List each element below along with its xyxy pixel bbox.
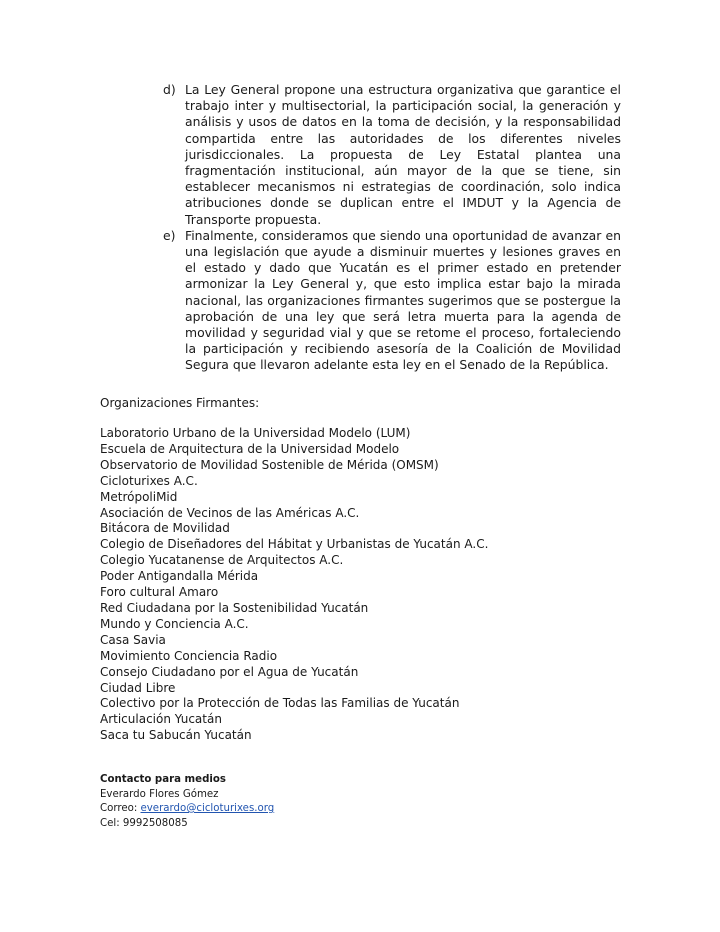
organization-item: Ciudad Libre — [100, 680, 176, 695]
organization-item: Consejo Ciudadano por el Agua de Yucatán — [100, 664, 359, 679]
organization-item: Saca tu Sabucán Yucatán — [100, 728, 252, 743]
email-label: Correo: — [100, 803, 141, 814]
list-item-text: La Ley General propone una estructura organizativa que garantice el trabajo inter y multisectorial, la participación social, la generación y análisis y usos de datos en la toma de decisión, y la responsabilidad compartida entre las autoridades de los diferentes niveles jurisdiccionales. La propuesta de Ley Estatal plantea una fragmentación institucional, aún mayor de la que se tiene, sin establecer mecanismos ni estrategias de coordinación, solo indica atribuciones donde se duplican entre el IMDUT y la Agencia de Transporte propuesta. — [185, 82, 621, 227]
organization-item: Poder Antigandalla Mérida — [100, 569, 259, 584]
points-list — [163, 82, 621, 374]
organization-item: Movimiento Conciencia Radio — [100, 648, 278, 663]
phone-label: Cel: — [100, 817, 123, 829]
organization-item: Mundo y Conciencia A.C. — [100, 616, 249, 631]
list-item-e — [163, 228, 621, 374]
list-item-d — [163, 82, 621, 228]
contact-phone-line — [100, 817, 274, 832]
contact-name: Everardo Flores Gómez — [100, 788, 219, 800]
contact-title: Contacto para medios — [100, 774, 226, 785]
phone-number: 9992508085 — [122, 817, 188, 829]
email-link[interactable]: everardo@cicloturixes.org — [140, 803, 275, 814]
organization-item: Colegio Yucatanense de Arquitectos A.C. — [100, 553, 344, 568]
list-marker: e) — [163, 227, 176, 243]
list-marker: d) — [163, 82, 176, 97]
organization-item: Asociación de Vecinos de las Américas A.C. — [100, 505, 360, 520]
list-item-text: Finalmente, consideramos que siendo una oportunidad de avanzar en una legislación que ayude a disminuir muertes y lesiones graves en el estado y dado que Yucatán es el primer estado en pretender armonizar la Ley General y, que esto implica estar bajo la mirada nacional, las organizaciones firmantes sugerimos que se postergue la aprobación de una ley que será letra muerta para la agenda de movilidad y seguridad vial y que se retome el proceso, fortaleciendo la participación y recibiendo asesoría de la Coalición de Movilidad Segura que llevaron adelante esta ley en el Senado de la República. — [185, 227, 621, 373]
contact-email-line — [100, 802, 274, 817]
organization-item: Bitácora de Movilidad — [100, 521, 230, 536]
organization-item: Colectivo por la Protección de Todas las Familias de Yucatán — [100, 696, 460, 711]
organization-item: MetrópoliMid — [100, 489, 178, 504]
organizations-heading: Organizaciones Firmantes: — [100, 396, 260, 410]
organization-item: Casa Savia — [100, 632, 166, 647]
organizations-list — [100, 426, 488, 744]
organization-item: Articulación Yucatán — [100, 712, 222, 727]
organization-item: Red Ciudadana por la Sostenibilidad Yucatán — [100, 600, 369, 615]
organization-item: Colegio de Diseñadores del Hábitat y Urbanistas de Yucatán A.C. — [100, 537, 489, 552]
organization-item: Escuela de Arquitectura de la Universidad Modelo — [100, 441, 400, 456]
organization-item: Foro cultural Amaro — [100, 585, 219, 600]
organization-item: Observatorio de Movilidad Sostenible de Mérida (OMSM) — [100, 457, 439, 472]
media-contact — [100, 773, 274, 831]
organization-item: Laboratorio Urbano de la Universidad Modelo (LUM) — [100, 426, 411, 440]
organization-item: Cicloturixes A.C. — [100, 473, 198, 488]
